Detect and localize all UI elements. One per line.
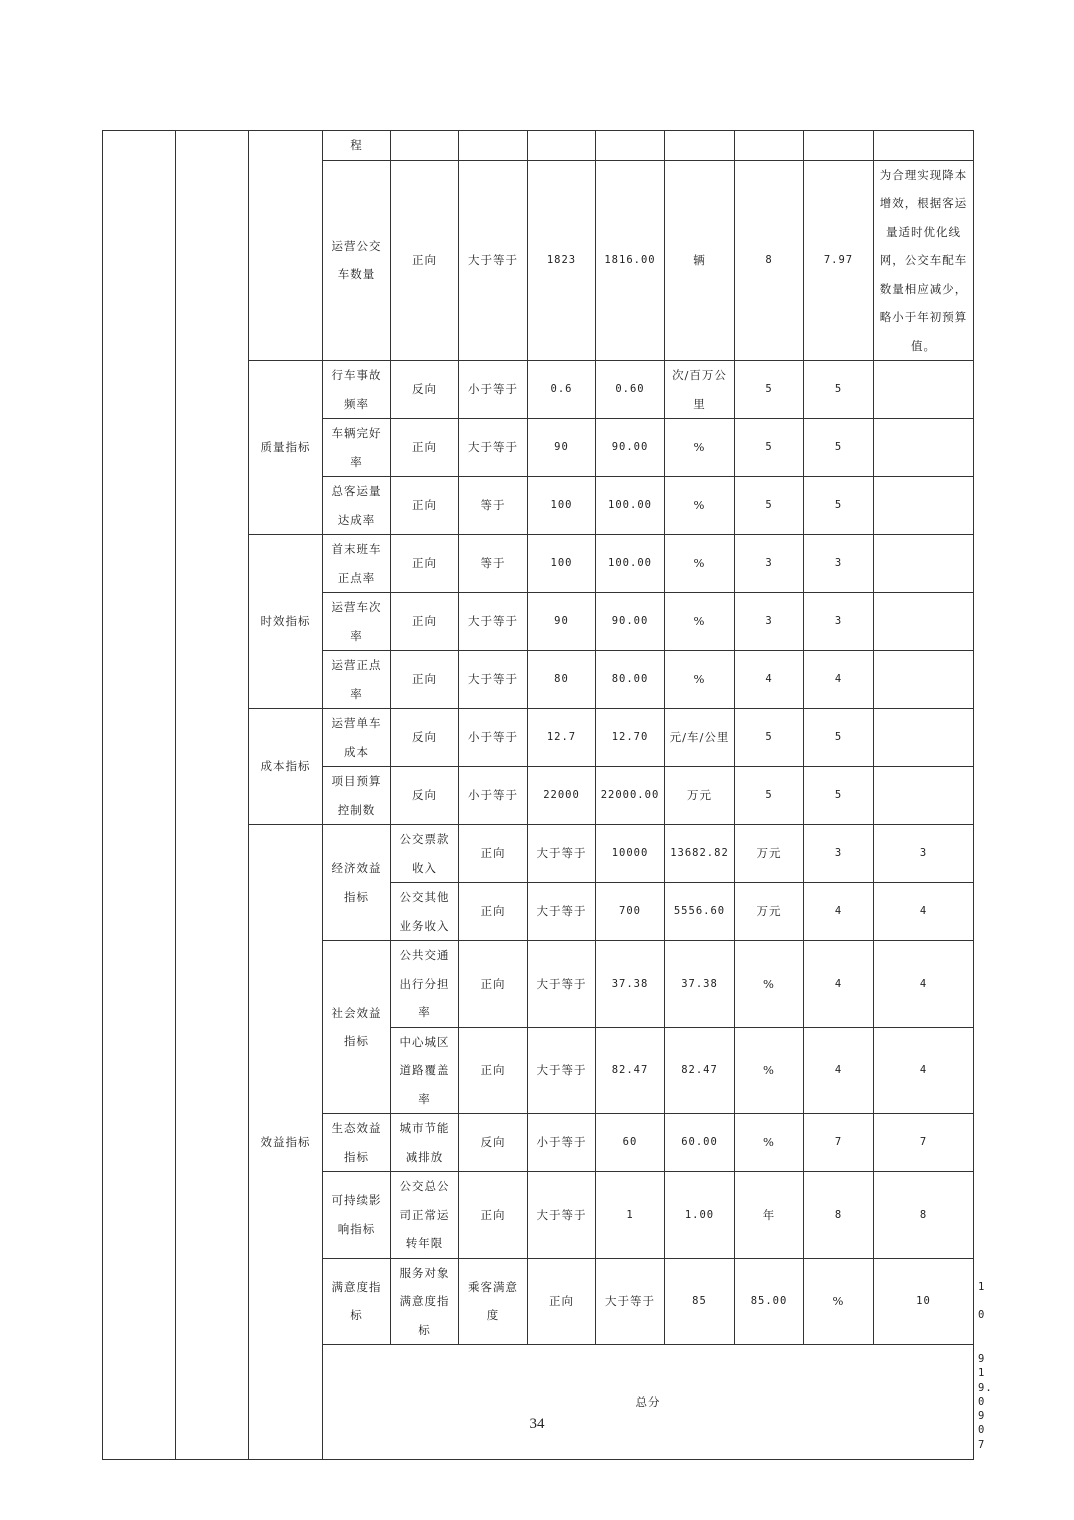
note-cell <box>874 477 974 535</box>
indicator-name-cell: 行车事故频率 <box>323 361 391 419</box>
score-cell: 4 <box>874 883 974 941</box>
weight-cell: 3 <box>735 593 804 651</box>
target-value-cell: 90 <box>528 593 596 651</box>
actual-value-cell: 80.00 <box>596 651 665 709</box>
target-value-cell: 700 <box>596 883 665 941</box>
weight-cell: 5 <box>735 477 804 535</box>
direction-cell: 正向 <box>528 1258 596 1345</box>
actual-value-cell: 85.00 <box>735 1258 804 1345</box>
unit-cell: 万元 <box>665 767 735 825</box>
note-cell <box>874 419 974 477</box>
level1-satisfaction-cell: 满意度指标 <box>323 1258 391 1345</box>
performance-indicator-table <box>102 130 993 1460</box>
actual-value-cell: 100.00 <box>596 535 665 593</box>
unit-cell: % <box>665 535 735 593</box>
note-cell <box>874 131 974 161</box>
indicator-name-cell: 车辆完好率 <box>323 419 391 477</box>
direction-cell: 正向 <box>391 419 459 477</box>
score-cell: 4 <box>874 1027 974 1114</box>
weight-cell: 4 <box>804 883 874 941</box>
target-value-cell: 82.47 <box>596 1027 665 1114</box>
unit-cell: 元/车/公里 <box>665 709 735 767</box>
target-value-cell <box>528 131 596 161</box>
direction-cell: 正向 <box>459 941 528 1028</box>
weight-cell: 8 <box>735 160 804 361</box>
indicator-name-cell: 公交其他业务收入 <box>391 883 459 941</box>
note-cell <box>874 535 974 593</box>
actual-value-cell: 13682.82 <box>665 825 735 883</box>
score-cell: 7.97 <box>804 160 874 361</box>
note-cell <box>874 361 974 419</box>
unit-cell: % <box>735 941 804 1028</box>
actual-value-cell: 5556.60 <box>665 883 735 941</box>
level1-output-continuation-cell <box>176 131 249 1460</box>
score-cell <box>804 131 874 161</box>
weight-cell: 10 <box>874 1258 974 1345</box>
level2-service-satisfaction-cell: 服务对象满意度指标 <box>391 1258 459 1345</box>
target-value-cell: 37.38 <box>596 941 665 1028</box>
direction-cell: 正向 <box>459 825 528 883</box>
actual-value-cell: 1816.00 <box>596 160 665 361</box>
target-value-cell: 1823 <box>528 160 596 361</box>
direction-cell <box>391 131 459 161</box>
level2-timeliness-cell: 时效指标 <box>249 535 323 709</box>
score-cell: 4 <box>804 651 874 709</box>
level2-social-cell: 社会效益指标 <box>323 941 391 1114</box>
unit-cell: 次/百万公里 <box>665 361 735 419</box>
actual-value-cell: 100.00 <box>596 477 665 535</box>
comparison-cell: 小于等于 <box>459 767 528 825</box>
direction-cell: 正向 <box>459 1172 528 1259</box>
unit-cell: 万元 <box>735 883 804 941</box>
actual-value-cell: 90.00 <box>596 593 665 651</box>
target-value-cell: 0.6 <box>528 361 596 419</box>
unit-cell: 万元 <box>735 825 804 883</box>
weight-cell: 5 <box>735 419 804 477</box>
indicator-name-cell: 程 <box>323 131 391 161</box>
target-value-cell: 90 <box>528 419 596 477</box>
weight-cell: 4 <box>804 941 874 1028</box>
unit-cell: % <box>804 1258 874 1345</box>
actual-value-cell: 37.38 <box>665 941 735 1028</box>
indicator-name-cell: 运营公交车数量 <box>323 160 391 361</box>
target-value-cell: 85 <box>665 1258 735 1345</box>
target-value-cell: 12.7 <box>528 709 596 767</box>
comparison-cell: 大于等于 <box>459 160 528 361</box>
weight-cell: 3 <box>804 825 874 883</box>
indicator-name-cell: 首末班车正点率 <box>323 535 391 593</box>
target-value-cell: 100 <box>528 535 596 593</box>
level2-quality-cell: 质量指标 <box>249 361 323 535</box>
target-value-cell: 22000 <box>528 767 596 825</box>
indicator-name-cell: 运营车次率 <box>323 593 391 651</box>
indicator-name-cell: 公交总公司正常运转年限 <box>391 1172 459 1259</box>
score-cell: 3 <box>804 593 874 651</box>
weight-cell: 5 <box>735 767 804 825</box>
score-cell: 5 <box>804 361 874 419</box>
table-row <box>103 131 974 161</box>
score-cell: 4 <box>874 941 974 1028</box>
comparison-cell: 大于等于 <box>528 883 596 941</box>
actual-value-cell: 0.60 <box>596 361 665 419</box>
comparison-cell: 大于等于 <box>459 593 528 651</box>
indicator-name-cell: 中心城区道路覆盖率 <box>391 1027 459 1114</box>
unit-cell <box>665 131 735 161</box>
unit-cell: % <box>735 1114 804 1172</box>
comparison-cell: 大于等于 <box>528 1172 596 1259</box>
unit-cell: % <box>665 477 735 535</box>
table-row: 满意度指标 服务对象满意度指标 乘客满意度 正向 大于等于 85 85.00 % 10 10 <box>103 1258 974 1345</box>
unit-cell: 年 <box>735 1172 804 1259</box>
direction-cell: 正向 <box>459 1027 528 1114</box>
direction-cell: 正向 <box>391 593 459 651</box>
score-cell: 5 <box>804 419 874 477</box>
weight-cell <box>735 131 804 161</box>
weight-cell: 5 <box>735 361 804 419</box>
level2-economic-cell: 经济效益指标 <box>323 825 391 941</box>
comparison-cell: 等于 <box>459 535 528 593</box>
score-cell: 7 <box>874 1114 974 1172</box>
weight-cell: 8 <box>804 1172 874 1259</box>
target-value-cell: 80 <box>528 651 596 709</box>
score-cell: 5 <box>804 709 874 767</box>
level2-cost-cell: 成本指标 <box>249 709 323 825</box>
unit-cell: % <box>735 1027 804 1114</box>
score-cell: 3 <box>804 535 874 593</box>
actual-value-cell: 22000.00 <box>596 767 665 825</box>
comparison-cell: 等于 <box>459 477 528 535</box>
direction-cell: 反向 <box>459 1114 528 1172</box>
level2-ecological-cell: 生态效益指标 <box>323 1114 391 1172</box>
weight-cell: 3 <box>735 535 804 593</box>
direction-cell: 正向 <box>391 535 459 593</box>
indicator-name-cell: 乘客满意度 <box>459 1258 528 1345</box>
actual-value-cell: 12.70 <box>596 709 665 767</box>
indicator-name-cell: 运营正点率 <box>323 651 391 709</box>
indicator-name-cell: 城市节能减排放 <box>391 1114 459 1172</box>
actual-value-cell <box>596 131 665 161</box>
comparison-cell: 大于等于 <box>459 651 528 709</box>
unit-cell: 辆 <box>665 160 735 361</box>
comparison-cell: 小于等于 <box>459 709 528 767</box>
total-row: 总分 100 99.97 <box>103 1345 974 1460</box>
comparison-cell: 小于等于 <box>459 361 528 419</box>
note-cell <box>874 593 974 651</box>
score-cell: 3 <box>874 825 974 883</box>
score-cell: 5 <box>804 477 874 535</box>
actual-value-cell: 82.47 <box>665 1027 735 1114</box>
comparison-cell: 大于等于 <box>459 419 528 477</box>
weight-cell: 7 <box>804 1114 874 1172</box>
unit-cell: % <box>665 593 735 651</box>
actual-value-cell: 1.00 <box>665 1172 735 1259</box>
note-cell <box>874 709 974 767</box>
indicator-name-cell: 运营单车成本 <box>323 709 391 767</box>
direction-cell: 反向 <box>391 767 459 825</box>
indicator-name-cell: 公交票款收入 <box>391 825 459 883</box>
weight-cell: 4 <box>735 651 804 709</box>
level1-benefit-cell: 效益指标 <box>249 825 323 1460</box>
target-value-cell: 1 <box>596 1172 665 1259</box>
indicator-name-cell: 总客运量达成率 <box>323 477 391 535</box>
direction-cell: 正向 <box>459 883 528 941</box>
target-value-cell: 60 <box>596 1114 665 1172</box>
actual-value-cell: 60.00 <box>665 1114 735 1172</box>
level2-continuation-cell <box>249 131 323 361</box>
weight-cell: 5 <box>735 709 804 767</box>
note-cell: 为合理实现降本增效，根据客运量适时优化线网，公交车配车数量相应减少，略小于年初预算值。 <box>874 160 974 361</box>
unit-cell: % <box>665 651 735 709</box>
indicator-name-cell: 公共交通出行分担率 <box>391 941 459 1028</box>
score-cell: 8 <box>874 1172 974 1259</box>
weight-cell: 4 <box>804 1027 874 1114</box>
level2-sustainable-cell: 可持续影响指标 <box>323 1172 391 1259</box>
direction-cell: 反向 <box>391 361 459 419</box>
page-number: 34 <box>529 1416 545 1432</box>
comparison-cell: 大于等于 <box>528 1027 596 1114</box>
direction-cell: 正向 <box>391 160 459 361</box>
note-cell <box>874 651 974 709</box>
unit-cell: % <box>665 419 735 477</box>
target-value-cell: 100 <box>528 477 596 535</box>
comparison-cell: 小于等于 <box>528 1114 596 1172</box>
comparison-cell: 大于等于 <box>528 825 596 883</box>
direction-cell: 正向 <box>391 651 459 709</box>
actual-value-cell: 90.00 <box>596 419 665 477</box>
direction-cell: 正向 <box>391 477 459 535</box>
comparison-cell: 大于等于 <box>528 941 596 1028</box>
indicator-name-cell: 项目预算控制数 <box>323 767 391 825</box>
comparison-cell <box>459 131 528 161</box>
total-label-cell: 总分 <box>323 1345 974 1460</box>
direction-cell: 反向 <box>391 709 459 767</box>
note-cell <box>874 767 974 825</box>
comparison-cell: 大于等于 <box>596 1258 665 1345</box>
score-cell: 5 <box>804 767 874 825</box>
target-value-cell: 10000 <box>596 825 665 883</box>
level1-empty-cell <box>103 131 176 1460</box>
